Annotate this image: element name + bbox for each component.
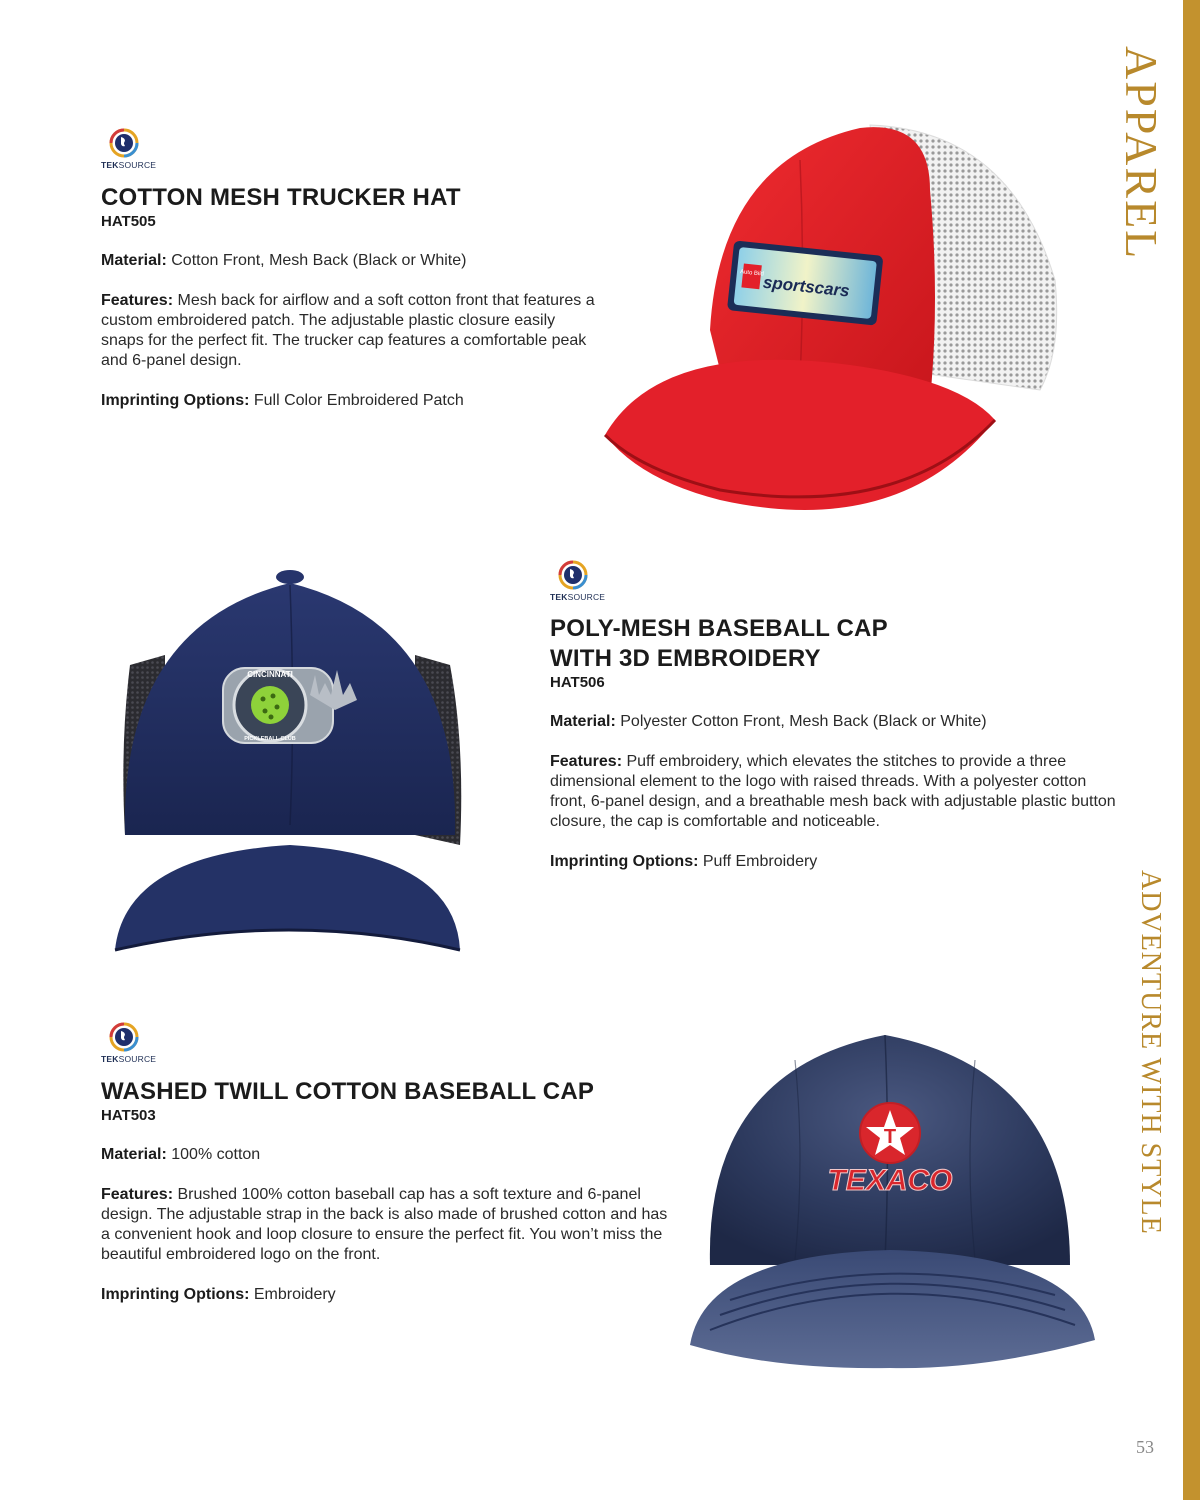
svg-text:T: T: [883, 1126, 897, 1148]
patch-text-main: sportscars: [762, 272, 851, 301]
product-title-line2: WITH 3D EMBROIDERY: [550, 645, 821, 672]
product-imprinting: Imprinting Options: Puff Embroidery: [550, 853, 818, 870]
product-features: Features: Puff embroidery, which elevates the stitches to provide a three dimensional element to the logo with raised threads. With a polyester cotton front, 6-panel design, and a breathable mesh back with adjustable plastic button closure, the cap is comfortable and noticeable.: [550, 753, 1116, 830]
washed-denim-cap-icon: [685, 1010, 1100, 1375]
product-material: Material: 100% cotton: [101, 1146, 261, 1163]
product-hat505: [101, 183, 601, 431]
category-title: APPAREL: [1116, 46, 1167, 261]
brand-name: TEKSOURCE: [550, 592, 606, 602]
product-imprinting: Imprinting Options: Full Color Embroidered Patch: [101, 392, 464, 409]
product-features: Features: Brushed 100% cotton baseball cap has a soft texture and 6-panel design. The adjustable strap in the back is also made of brushed cotton and has a convenient hook and loop closure to ensure the perfect fit. You won’t miss the beautiful embroidered logo on the front.: [101, 1186, 668, 1263]
product-material: Material: Cotton Front, Mesh Back (Black or White): [101, 252, 467, 269]
section-tagline: ADVENTURE WITH STYLE: [1135, 870, 1166, 1235]
product-title: COTTON MESH TRUCKER HAT: [101, 184, 461, 211]
logo-text-top: CINCINNATI: [247, 670, 293, 679]
globe-icon: [109, 128, 139, 158]
globe-icon: [109, 1022, 139, 1052]
product-material: Material: Polyester Cotton Front, Mesh Back (Black or White): [550, 713, 987, 730]
accent-bar: [1183, 0, 1200, 1500]
product-features: Features: Mesh back for airflow and a soft cotton front that features a custom embroidered patch. The adjustable plastic closure easily snaps for the perfect fit. The trucker cap features a comfortable peak and 6-panel design.: [101, 292, 595, 369]
product-sku: HAT503: [101, 1107, 156, 1124]
product-sku: HAT506: [550, 674, 605, 691]
cap-logo-text: TEXACO: [827, 1164, 953, 1197]
product-imprinting: Imprinting Options: Embroidery: [101, 1286, 336, 1303]
logo-text-bottom: PICKLEBALL CLUB: [244, 736, 296, 742]
patch-text-top: Auto Bild: [739, 269, 765, 278]
product-title-line1: POLY-MESH BASEBALL CAP: [550, 615, 888, 642]
page-number: 53: [1136, 1437, 1154, 1457]
brand-name: TEKSOURCE: [101, 1054, 157, 1064]
navy-mesh-cap-icon: [105, 565, 475, 960]
brand-name: TEKSOURCE: [101, 160, 157, 170]
globe-icon: [558, 560, 588, 590]
product-sku: HAT505: [101, 213, 156, 230]
brand-logo: [101, 128, 161, 170]
red-trucker-hat-icon: [600, 120, 1070, 515]
product-hat506: [550, 614, 1120, 892]
product-hat503: [101, 1077, 676, 1325]
brand-logo: [550, 560, 610, 602]
brand-logo: [101, 1022, 161, 1064]
product-title: WASHED TWILL COTTON BASEBALL CAP: [101, 1078, 595, 1105]
